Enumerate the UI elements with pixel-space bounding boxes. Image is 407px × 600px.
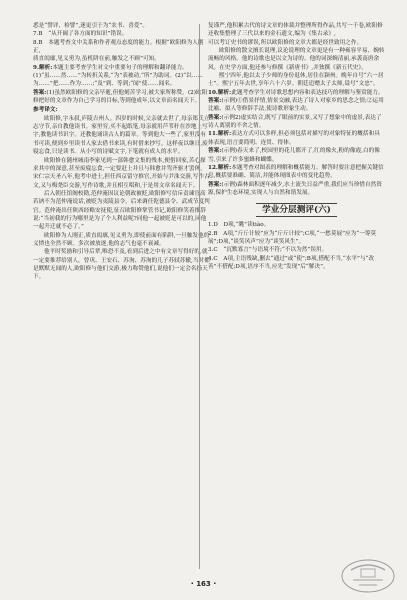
answer-text: 表达方式可以多样,但必须包括对描写的对象特征的概括和具体表现,语言要简明、连贯、得体。: [208, 131, 380, 146]
answer-label: 11.解析:: [208, 131, 232, 138]
body-paragraph: 熙宁四年,他以太子少师的身份退休,居住在颍州。晚年自号“六一居士”。熙宁五年去世,享年六十六岁。朝廷追赠太子太师,谥号“文忠”。: [208, 73, 384, 88]
answer-text: (示例)春天来了,校园里的花儿都开了,红的像火,粉的像霞,白的像雪,引来了许多蜜蜂和蝴蝶。: [208, 148, 380, 163]
answer-text: (示例2)虚实结合,既写了眼前的实景,又写了想象中的虚景,表达了诗人离别的不舍之情。: [208, 114, 382, 130]
answer-paragraph: [33, 89, 210, 106]
answer-line: 质直闳廓,见义勇为,虽机阱在前,触发之不顾”可知。: [33, 56, 160, 63]
answer-text: (1)虽然欧阳修的父亲早逝,但他刻苦学习,被大家所称赞。(2)欧阳修把好的文章作为自己学习的目标,等到他成年,以文章而名闻天下。: [33, 89, 208, 105]
body-paragraph: 欧阳修的散文擅长说理,议论说理的文章更是有一种雍容平易、婉转流畅的风格。他的诗歌也是以文为诗的。他的词深婉清丽,承袭南唐余风。在史学方面,他还参与修撰《新唐书》,并独撰《新五代史》。: [208, 48, 385, 71]
answer-line: 可以考订史书的谬误,所以欧阳修的文章大都是经世致用之作。: [208, 39, 363, 46]
answer-paragraph: [208, 181, 385, 198]
answer-line: 8.B 本题考查文中关系和作者观点态度的能力。根据“欧阳修为人刚正,: [33, 39, 204, 55]
answer-line: 7.B “从开阔了各方面的知识”错误。: [33, 31, 128, 38]
answer-line: 1.D D项,“眺”读tiào。: [208, 222, 270, 229]
answer-text: 本题主要考查学生对文中重要句子的理解和翻译能力。(1)“虽……然……”为转折关系,“为”表被动,“所”为助词。(2)“以……为……”把……作为……;“及”到、等到;“闻”使……闻名。: [33, 64, 203, 88]
section-heading: [208, 203, 385, 217]
answer-label: 10.解析:: [208, 89, 232, 96]
answer-stamp-icon: [339, 556, 397, 596]
answer-label: 9.解析:: [33, 64, 53, 71]
answer-text: (示例)①借景抒情,情景交融,表达了诗人对家乡的思念之情;②运用比喻、拟人等修辞手法,使诗歌形象生动。: [208, 98, 384, 113]
answer-paragraph: [208, 97, 385, 114]
answer-paragraph: [208, 164, 385, 181]
page-number: · 163 ·: [190, 579, 217, 588]
answer-label: 答案:: [208, 148, 222, 155]
answer-line: 4.C A项,主语残缺,删去“通过”或“使”;B项,搭配不当,“水平”与“改善”不搭配;D项,语序不当,应先“发现”后“解决”。: [208, 255, 375, 270]
answer-text: 本题考查对图表的理解和概括能力。解答时要注意把握关键信息,概括要准确、简洁,并能体现图表中的变化趋势。: [208, 164, 384, 180]
answer-line: 2.B A项,“斤斤计较”应为“斤斤计较”;C项,“一愁莫展”应为“一筹莫展”;D项,“谈笑风声”应为“谈笑风生”。: [208, 230, 377, 245]
answer-paragraph: [208, 89, 385, 97]
column-divider: [199, 24, 200, 569]
answer-paragraph: [208, 130, 385, 147]
body-paragraph: 欧阳修在随州城南李家见到一部韩愈文集的残本,便借回家,苦心探求其中的深意,甚至废寝忘食,一定要赶上并且与韩愈并驾齐驱才罢休。宋仁宗天圣八年,他考中进士,担任西京留守推官,开始与尹洙交游,写作古文,又与梅尧臣交游,写作诗歌,并且相互唱和,于是用文章名闻天下。: [33, 157, 210, 189]
answer-label: 答案:: [208, 114, 222, 121]
answer-label: 答案:: [208, 181, 222, 188]
answer-line: 悉是“譬评、检譬”,迷更引于为“农书、喜爱”。: [33, 23, 149, 29]
body-paragraph: 欧阳修,字永叔,庐陵吉州人。四岁的时候,父亲就去世了,母亲郑氏立志守节,亲自教他读书。家里穷,买不起纸笔,母亲就用芦苇秆在沙地上写字,教他读书识字。还教他诵读古人的篇章。等到他大一些了,家里没有书可读,便到乡里读书人家去借书来读,有时借来抄写。这样夜以继日,废寝忘食,只是读书。从小写的诗赋文字,下笔就有成人的水平。: [33, 115, 210, 156]
section-heading-text: 学业分层测评(六): [256, 203, 337, 217]
answer-label: 答案:: [33, 89, 47, 96]
body-paragraph: 他平时奖励和引导后辈,唯恐不及,看到后进之中有文章写得好的,就一定要推荐给别人。曾巩、王安石、苏洵、苏洵的儿子苏轼苏辙,当时都是默默无闻的人,欧阳修与他们交游,极力称赞他们,说他们一定会名扬天下。: [33, 249, 210, 281]
right-column: [208, 22, 385, 271]
answer-text: (示例)森林面积逐年减少,水土流失日益严重,我们应当珍惜自然资源,保护生态环境,实现人与自然和谐发展。: [208, 181, 382, 196]
answer-paragraph: [33, 64, 210, 89]
translation-heading: 参考译文:: [33, 107, 58, 114]
answer-label: 答案:: [208, 98, 222, 105]
answer-paragraph: [208, 114, 385, 131]
answer-label: 12.解析:: [208, 164, 232, 171]
answer-line: 复谨严,他积累古代的诗文章的体裁并整理所得作品,共写一千卷,欧阳修还收集整理了三代以来的金石遗文,编为《集古录》,: [208, 23, 383, 38]
left-column: [33, 22, 210, 282]
answer-text: 此题考查学生对诗歌思想内容和表达技巧的理解与鉴赏能力。: [231, 89, 384, 96]
page-number-text: 163: [196, 580, 211, 588]
body-paragraph: 欧阳修为人刚正,质直闳廓,见义勇为,即使前面有陷阱,一旦触发他的义愤也全然不顾。多次被放逐,他的志气也毫不衰减。: [33, 232, 210, 247]
answer-paragraph: [208, 147, 385, 164]
answer-line: 3.C “沉默寡言”与语境不符;“不以为然”误用。: [208, 247, 328, 254]
body-paragraph: 后入朝任馆阁校勘,范仲淹因议论朝政被贬,欧阳修写信斥责谏官高若讷不为范仲淹说话,被贬为夷陵县令。后来调任乾德县令、武成节度判官。范仲淹出任陕西经略安抚使,征召欧阳修掌管书记,欧阳修笑着推辞说:“当初我的行为哪里是为了个人利益呢?同他一起被贬是可以的,同他一起升迁就不必了。”: [33, 190, 210, 231]
